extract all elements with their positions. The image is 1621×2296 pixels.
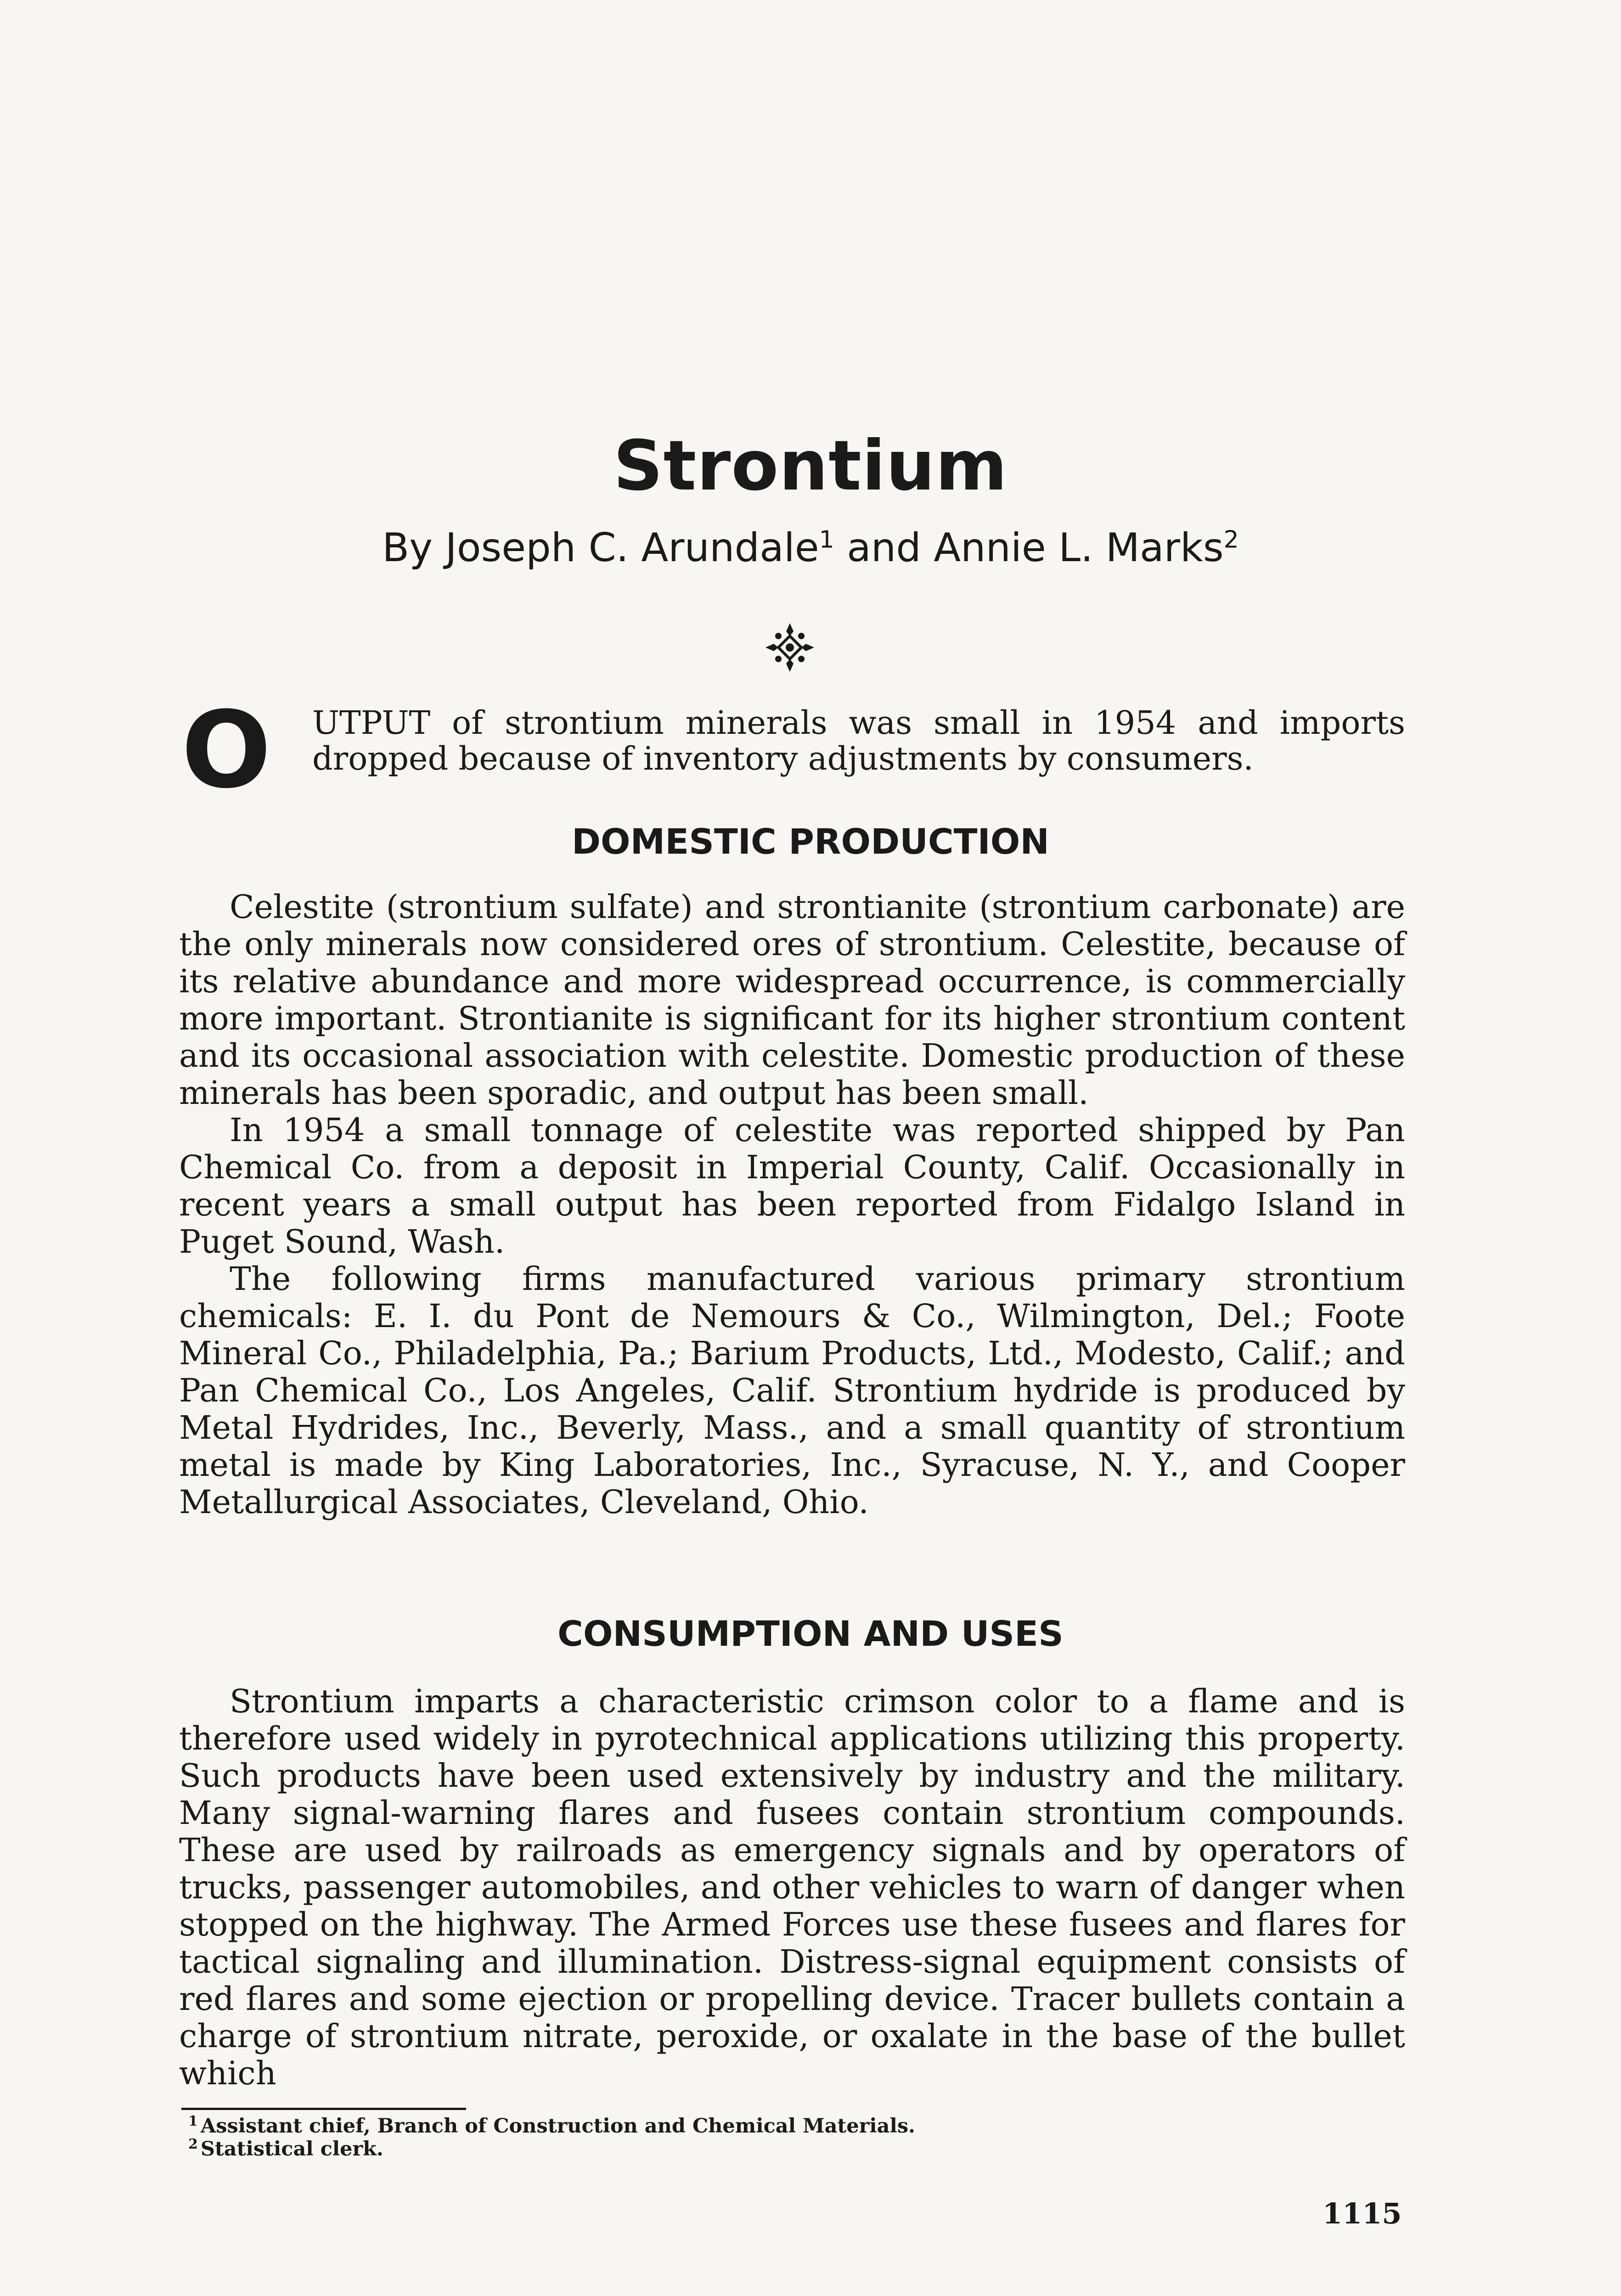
paragraph: The following firms manufactured various primary strontium chemicals: E. I. du Pont de Nemours & Co., Wilmington, Del.; Foote Mineral Co., Philadelphia, Pa.; Barium Products, Ltd., Modesto, Calif.; and Pan Chemical Co., Los Angeles, Calif. Strontium hydride is produced by Metal Hydrides, Inc., Beverly, Mass., and a small quantity of strontium metal is made by King Laboratories, Inc., Syracuse, N. Y., and Cooper Metallurgical Associates, Cleveland, Ohio. [179,1260,1405,1521]
footnote-text: Statistical clerk. [200,2138,383,2161]
section-heading-domestic-production: DOMESTIC PRODUCTION [571,821,1050,862]
footnote-text: Assistant chief, Branch of Construction and Chemical Materials. [200,2115,916,2138]
page-title: Strontium [613,426,1008,506]
footnote-mark: 2 [188,2136,198,2152]
author-2: and Annie L. Marks [847,525,1224,571]
footnote-mark: 1 [188,2113,198,2129]
footnote-ref-1: 1 [819,526,834,554]
footnote-divider [181,2108,466,2110]
section-body-consumption-and-uses [179,1683,1405,2092]
author-1: By Joseph C. Arundale [382,525,819,571]
drop-cap: O [181,689,271,812]
section-body-domestic-production [179,889,1405,1521]
paragraph: In 1954 a small tonnage of celestite was reported shipped by Pan Chemical Co. from a deposit in Imperial County, Calif. Occasionally in recent years a small output has been reported from Fidalgo Island in Puget Sound, Wash. [179,1111,1405,1261]
byline [0,525,1621,571]
intro-paragraph: UTPUT of strontium minerals was small in 1954 and imports dropped because of inventory adjustments by consumers. [312,704,1405,777]
section-heading-consumption-and-uses: CONSUMPTION AND USES [557,1613,1064,1654]
ornament-icon [765,622,815,673]
footnote-ref-2: 2 [1223,526,1239,554]
footnote [188,2115,1382,2138]
paragraph: Strontium imparts a characteristic crimson color to a flame and is therefore used widely in pyrotechnical applications utilizing this property. Such products have been used extensively by industry and the military. Many signal-warning flares and fusees contain strontium compounds. These are used by railroads as emergency signals and by operators of trucks, passenger automobiles, and other vehicles to warn of danger when stopped on the highway. The Armed Forces use these fusees and flares for tactical signaling and illumination. Distress-signal equipment consists of red flares and some ejection or propelling device. Tracer bullets contain a charge of strontium nitrate, peroxide, or oxalate in the base of the bullet which [179,1683,1405,2092]
footnotes [188,2115,1382,2161]
page-number: 1115 [1323,2197,1402,2230]
footnote [188,2138,1382,2161]
paragraph: Celestite (strontium sulfate) and strontianite (strontium carbonate) are the only minerals now considered ores of strontium. Celestite, because of its relative abundance and more widespread occurrence, is commercially more important. Strontianite is significant for its higher strontium content and its occasional association with celestite. Domestic production of these minerals has been sporadic, and output has been small. [179,888,1405,1112]
